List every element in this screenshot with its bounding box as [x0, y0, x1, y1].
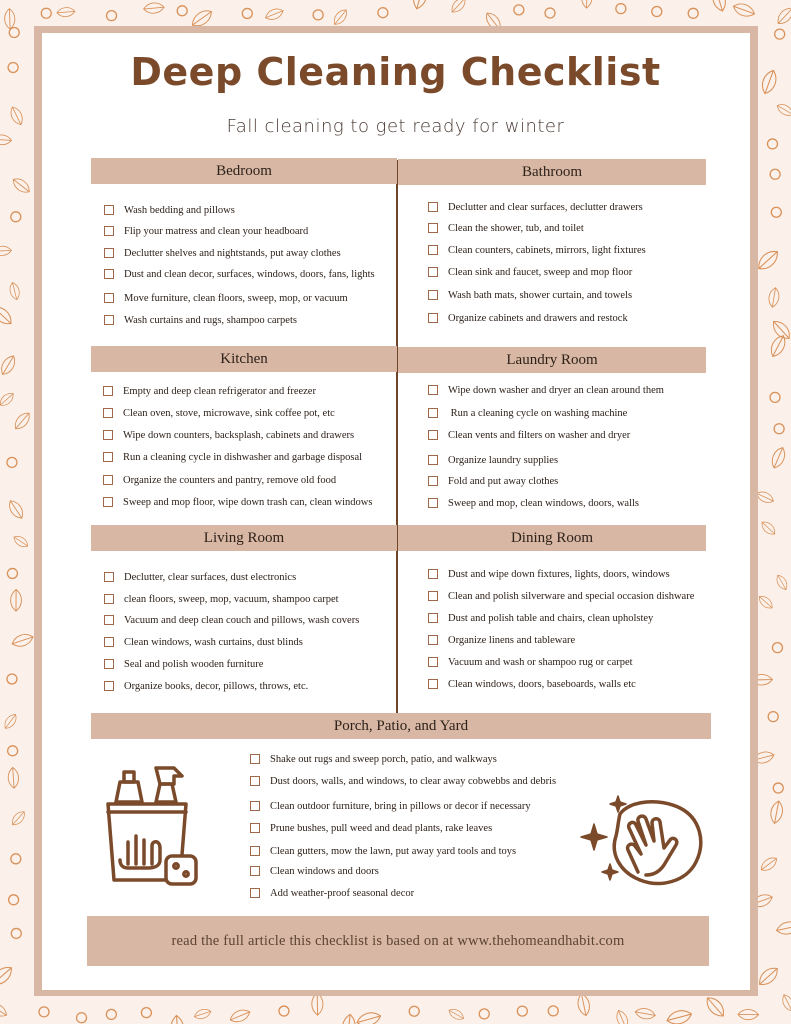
checklist-item-label: Wash curtains and rugs, shampoo carpets — [124, 315, 297, 326]
checklist-item[interactable] — [104, 247, 341, 261]
checklist-item[interactable] — [428, 429, 630, 443]
leaf-decoration — [769, 318, 791, 343]
checklist-item[interactable] — [104, 204, 235, 218]
checklist-item-label: Wipe down counters, backsplash, cabinets and drawers — [123, 430, 355, 441]
checklist-item[interactable] — [428, 384, 664, 398]
checklist-item-label: Organize cabinets and drawers and restock — [448, 313, 628, 324]
checklist-item[interactable] — [428, 266, 632, 280]
leaf-decoration — [710, 0, 728, 13]
checklist-item-label: Seal and polish wooden furniture — [124, 659, 264, 670]
checkbox[interactable] — [428, 430, 438, 440]
leaf-decoration — [774, 573, 789, 591]
checklist-item-label: Vacuum and wash or shampoo rug or carpet — [448, 657, 633, 668]
checkbox[interactable] — [250, 888, 260, 898]
berry-decoration — [770, 169, 780, 179]
berry-decoration — [41, 8, 51, 18]
leaf-decoration — [355, 1010, 382, 1024]
checklist-item-label: Declutter and clear surfaces, declutter drawers — [448, 202, 643, 213]
checklist-item-label: Prune bushes, pull weed and dead plants, rake leaves — [270, 823, 493, 834]
leaf-decoration — [0, 353, 18, 377]
leaf-decoration — [738, 1009, 759, 1020]
checklist-item-label: Clean windows, wash curtains, dust blinds — [124, 637, 303, 648]
checklist-item-label: Vacuum and deep clean couch and pillows, wash covers — [124, 615, 360, 626]
checkbox[interactable] — [104, 293, 114, 303]
section-header-kitchen: Kitchen — [91, 346, 397, 372]
checklist-item-label: Clean and polish silverware and special occasion dishware — [448, 591, 695, 602]
checklist-item[interactable] — [104, 658, 263, 672]
checklist-item[interactable] — [428, 568, 670, 582]
checklist-item-label: Clean vents and filters on washer and dryer — [448, 430, 631, 441]
checklist-item-label: Run a cleaning cycle in dishwasher and garbage disposal — [123, 452, 363, 463]
checkbox[interactable] — [104, 572, 114, 582]
leaf-decoration — [264, 6, 285, 22]
checklist-item-label: Organize laundry supplies — [448, 455, 559, 466]
berry-decoration — [313, 10, 323, 20]
leaf-decoration — [228, 1007, 251, 1024]
checklist-item-label: Add weather-proof seasonal decor — [270, 888, 415, 899]
checklist-item[interactable] — [103, 385, 316, 399]
berry-decoration — [9, 895, 19, 905]
section-header-bathroom: Bathroom — [398, 159, 706, 185]
berry-decoration — [771, 207, 781, 217]
checklist-item[interactable] — [428, 590, 694, 604]
checkbox[interactable] — [104, 681, 114, 691]
leaf-decoration — [57, 7, 76, 17]
checklist-item[interactable] — [428, 312, 628, 326]
checklist-item[interactable] — [428, 612, 653, 626]
checklist-item[interactable] — [104, 225, 308, 239]
checklist-item-label: Clean windows and doors — [270, 866, 379, 877]
checklist-item-label: Dust doors, walls, and windows, to clear away cobwebbs and debris — [270, 776, 557, 787]
checklist-item[interactable] — [428, 634, 575, 648]
checkbox[interactable] — [428, 613, 438, 623]
checklist-item[interactable] — [428, 656, 633, 670]
checklist-item[interactable] — [250, 800, 531, 814]
checkbox[interactable] — [250, 801, 260, 811]
leaf-decoration — [0, 1000, 9, 1019]
checkbox[interactable] — [428, 569, 438, 579]
checkbox[interactable] — [428, 679, 438, 689]
checkbox[interactable] — [428, 657, 438, 667]
checkbox[interactable] — [250, 754, 260, 764]
checklist-item-label: Sweep and mop, clean windows, doors, walls — [448, 498, 640, 509]
checklist-item[interactable] — [250, 753, 497, 767]
leaf-decoration — [449, 0, 468, 15]
berry-decoration — [545, 8, 555, 18]
column-divider — [396, 160, 398, 714]
leaf-decoration — [12, 534, 30, 550]
leaf-decoration — [769, 800, 784, 824]
checklist-item-label: Clean counters, cabinets, mirrors, light fixtures — [448, 245, 646, 256]
berry-decoration — [773, 783, 783, 793]
checklist-item[interactable] — [103, 474, 336, 488]
page-title: Deep Cleaning Checklist — [130, 50, 661, 94]
berry-decoration — [479, 1009, 489, 1019]
leaf-decoration — [193, 1007, 212, 1021]
leaf-decoration — [4, 8, 15, 29]
checkbox[interactable] — [428, 498, 438, 508]
berry-decoration — [517, 1006, 527, 1016]
checklist-item[interactable] — [103, 496, 372, 510]
berry-decoration — [177, 6, 187, 16]
leaf-decoration — [581, 0, 592, 8]
checkbox[interactable] — [103, 386, 113, 396]
leaf-decoration — [780, 993, 791, 1013]
checklist-item[interactable] — [104, 268, 375, 282]
leaf-decoration — [0, 246, 12, 256]
leaf-decoration — [9, 809, 27, 828]
berry-decoration — [514, 5, 524, 15]
checkbox[interactable] — [250, 776, 260, 786]
berry-decoration — [141, 1008, 151, 1018]
footer-article-link[interactable]: read the full article this checklist is based on at www.thehomeandhabit.com — [87, 916, 709, 966]
checklist-item-label: Clean outdoor furniture, bring in pillows or decor if necessary — [270, 801, 531, 812]
checklist-item-label: Clean windows, doors, baseboards, walls etc — [448, 679, 636, 690]
leaf-decoration — [0, 963, 15, 988]
berry-decoration — [378, 8, 388, 18]
berry-decoration — [7, 457, 17, 467]
checklist-item-label: Wash bedding and pillows — [124, 205, 235, 216]
berry-decoration — [8, 746, 18, 756]
checklist-item[interactable] — [428, 289, 632, 303]
checklist-item-label: Clean sink and faucet, sweep and mop floor — [448, 267, 633, 278]
checkbox[interactable] — [103, 452, 113, 462]
checkbox[interactable] — [428, 385, 438, 395]
leaf-decoration — [759, 519, 778, 537]
berry-decoration — [770, 392, 780, 402]
checklist-item[interactable] — [104, 314, 297, 328]
checklist-item[interactable] — [428, 454, 558, 468]
checklist-item[interactable] — [250, 865, 379, 879]
berry-decoration — [279, 1006, 289, 1016]
checklist-item-label: Wipe down washer and dryer an clean around them — [448, 385, 664, 396]
section-header-bedroom: Bedroom — [91, 158, 397, 184]
berry-decoration — [242, 8, 252, 18]
leaf-decoration — [703, 994, 728, 1020]
checklist-item-label: Sweep and mop floor, wipe down trash can, clean windows — [123, 497, 373, 508]
checkbox[interactable] — [104, 248, 114, 258]
checklist-item[interactable] — [428, 678, 636, 692]
checkbox[interactable] — [104, 269, 114, 279]
section-header-dining: Dining Room — [398, 525, 706, 551]
berry-decoration — [548, 1006, 558, 1016]
cleaning-supplies-icon — [104, 764, 198, 888]
checklist-item[interactable] — [103, 451, 362, 465]
checkbox[interactable] — [428, 408, 438, 418]
berry-decoration — [106, 1009, 116, 1019]
wiping-hand-icon — [580, 792, 706, 886]
leaf-decoration — [10, 175, 32, 195]
checklist-item-label: Run a cleaning cycle on washing machine — [448, 408, 628, 419]
checkbox[interactable] — [428, 267, 438, 277]
checklist-item[interactable] — [250, 887, 414, 901]
checkbox[interactable] — [250, 823, 260, 833]
leaf-decoration — [10, 632, 34, 649]
checklist-item-label: Dust and wipe down fixtures, lights, doors, windows — [448, 569, 670, 580]
checklist-item[interactable] — [103, 407, 335, 421]
leaf-decoration — [0, 390, 16, 408]
checkbox[interactable] — [104, 226, 114, 236]
checkbox[interactable] — [428, 202, 438, 212]
leaf-decoration — [12, 410, 33, 432]
checklist-item-label: Declutter shelves and nightstands, put away clothes — [124, 248, 341, 259]
leaf-decoration — [8, 281, 21, 300]
checklist-item[interactable] — [428, 407, 627, 421]
checklist-item[interactable] — [250, 775, 556, 789]
berry-decoration — [11, 212, 21, 222]
leaf-decoration — [732, 1, 757, 19]
berry-decoration — [409, 1006, 419, 1016]
checkbox[interactable] — [428, 455, 438, 465]
checklist-item[interactable] — [428, 475, 558, 489]
berry-decoration — [77, 1013, 87, 1023]
leaf-decoration — [614, 1009, 630, 1024]
berry-decoration — [9, 28, 19, 38]
checkbox[interactable] — [428, 635, 438, 645]
leaf-decoration — [8, 767, 20, 788]
leaf-decoration — [768, 333, 789, 359]
leaf-decoration — [769, 445, 788, 470]
checklist-item-label: Organize linens and tableware — [448, 635, 576, 646]
leaf-decoration — [447, 1007, 466, 1022]
berry-decoration — [768, 712, 778, 722]
berry-decoration — [39, 1007, 49, 1017]
leaf-decoration — [665, 1008, 693, 1024]
checklist-item-label: Move furniture, clean floors, sweep, mop, or vacuum — [124, 293, 348, 304]
leaf-decoration — [634, 1007, 656, 1021]
checkbox[interactable] — [104, 205, 114, 215]
checkbox[interactable] — [104, 315, 114, 325]
leaf-decoration — [756, 964, 781, 989]
checklist-item-label: Empty and deep clean refrigerator and freezer — [123, 386, 316, 397]
checkbox[interactable] — [428, 313, 438, 323]
checklist-item-label: Fold and put away clothes — [448, 476, 559, 487]
checklist-item[interactable] — [428, 222, 584, 236]
leaf-decoration — [2, 712, 19, 731]
leaf-decoration — [775, 920, 791, 937]
checklist-item[interactable] — [104, 680, 308, 694]
checkbox[interactable] — [103, 475, 113, 485]
checkbox[interactable] — [104, 594, 114, 604]
checklist-item[interactable] — [428, 244, 646, 258]
berry-decoration — [7, 568, 17, 578]
checklist-item-label: Dust and clean decor, surfaces, windows, doors, fans, lights — [124, 269, 375, 280]
berry-decoration — [767, 139, 777, 149]
checklist-item-label: Clean oven, stove, microwave, sink coffee pot, etc — [123, 408, 335, 419]
section-header-living: Living Room — [91, 525, 397, 551]
leaf-decoration — [341, 1014, 356, 1024]
checkbox[interactable] — [103, 430, 113, 440]
checkbox[interactable] — [250, 866, 260, 876]
checklist-item[interactable] — [104, 614, 359, 628]
checklist-item[interactable] — [250, 822, 492, 836]
checkbox[interactable] — [104, 637, 114, 647]
berry-decoration — [775, 29, 785, 39]
checkbox[interactable] — [250, 846, 260, 856]
checkbox[interactable] — [103, 408, 113, 418]
leaf-decoration — [755, 247, 782, 273]
checklist-item[interactable] — [104, 571, 296, 585]
berry-decoration — [652, 7, 662, 17]
berry-decoration — [688, 8, 698, 18]
berry-decoration — [11, 854, 21, 864]
checkbox[interactable] — [428, 591, 438, 601]
berry-decoration — [107, 11, 117, 21]
checklist-item[interactable] — [104, 636, 303, 650]
berry-decoration — [772, 643, 782, 653]
leaf-decoration — [312, 993, 323, 1015]
leaf-decoration — [331, 7, 350, 27]
section-header-laundry: Laundry Room — [398, 347, 706, 373]
checklist-item-label: Clean gutters, mow the lawn, put away yard tools and toys — [270, 846, 517, 857]
checklist-item-label: clean floors, sweep, mop, vacuum, shampoo carpet — [124, 594, 339, 605]
checklist-item[interactable] — [104, 593, 339, 607]
checklist-item-label: Wash bath mats, shower curtain, and towels — [448, 290, 633, 301]
leaf-decoration — [170, 1015, 184, 1024]
checklist-item-label: Declutter, clear surfaces, dust electronics — [124, 572, 297, 583]
checklist-item-label: Dust and polish table and chairs, clean upholstey — [448, 613, 654, 624]
berry-decoration — [11, 928, 21, 938]
berry-decoration — [616, 4, 626, 14]
checkbox[interactable] — [104, 659, 114, 669]
checklist-item-label: Organize books, decor, pillows, throws, etc. — [124, 681, 309, 692]
checklist-item-label: Clean the shower, tub, and toilet — [448, 223, 584, 234]
leaf-decoration — [757, 593, 775, 611]
leaf-decoration — [0, 303, 15, 328]
leaf-decoration — [758, 855, 779, 874]
checkbox[interactable] — [428, 290, 438, 300]
checklist-item[interactable] — [428, 201, 643, 215]
leaf-decoration — [11, 589, 22, 611]
checkbox[interactable] — [428, 476, 438, 486]
checklist-item-label: Shake out rugs and sweep porch, patio, and walkways — [270, 754, 497, 765]
leaf-decoration — [767, 287, 780, 308]
leaf-decoration — [576, 993, 591, 1017]
checkbox[interactable] — [428, 223, 438, 233]
checklist-item-label: Flip your matress and clean your headboard — [124, 226, 309, 237]
berry-decoration — [7, 674, 17, 684]
checklist-item[interactable] — [250, 845, 516, 859]
leaf-decoration — [411, 0, 429, 10]
checkbox[interactable] — [104, 615, 114, 625]
checkbox[interactable] — [103, 497, 113, 507]
berry-decoration — [774, 424, 784, 434]
checklist-item[interactable] — [103, 429, 354, 443]
checklist-item[interactable] — [428, 497, 639, 511]
leaf-decoration — [6, 498, 26, 521]
leaf-decoration — [774, 5, 791, 27]
section-header-porch: Porch, Patio, and Yard — [91, 713, 711, 739]
checklist-item[interactable] — [104, 292, 348, 306]
page-subtitle: Fall cleaning to get ready for winter — [226, 116, 565, 137]
checklist-item-label: Organize the counters and pantry, remove old food — [123, 475, 337, 486]
leaf-decoration — [143, 2, 164, 14]
checkbox[interactable] — [428, 245, 438, 255]
